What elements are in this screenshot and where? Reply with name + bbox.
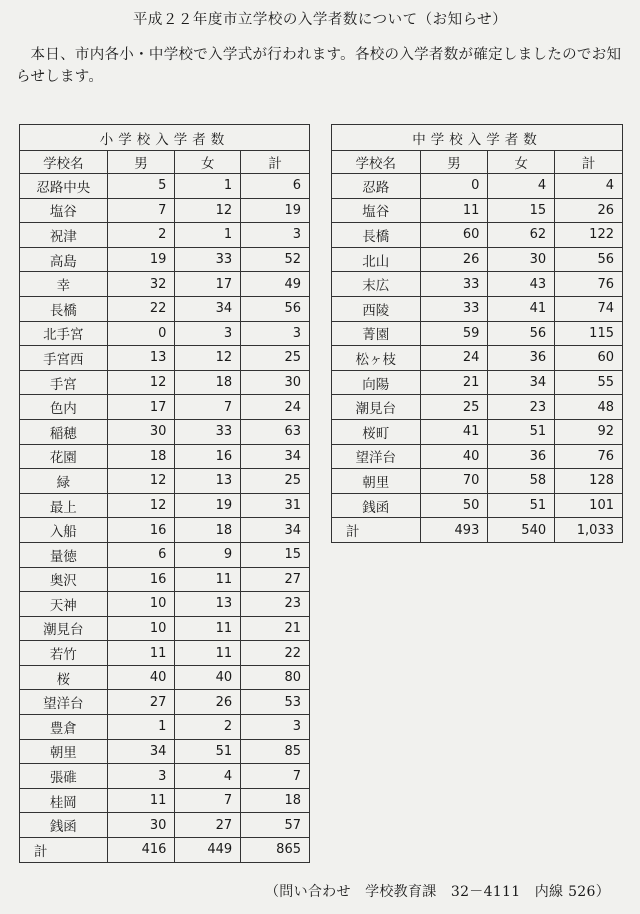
school-name-cell: 計 — [20, 838, 108, 863]
male-count-cell: 25 — [420, 395, 488, 420]
female-count-cell: 30 — [488, 247, 555, 272]
male-count-cell: 12 — [107, 469, 175, 494]
table-row — [20, 272, 310, 297]
table-row — [20, 296, 310, 321]
total-count-cell: 128 — [555, 469, 623, 494]
male-count-cell: 41 — [420, 419, 488, 444]
male-count-cell: 11 — [420, 198, 488, 223]
male-count-cell: 27 — [107, 690, 175, 715]
male-count-cell: 16 — [107, 518, 175, 543]
female-count-cell: 36 — [488, 346, 555, 371]
female-count-cell: 12 — [175, 346, 241, 371]
elementary-header-row — [20, 151, 310, 174]
school-name-cell: 長橋 — [332, 223, 421, 248]
total-count-cell: 76 — [555, 444, 623, 469]
total-count-cell: 52 — [241, 247, 310, 272]
male-count-cell: 60 — [420, 223, 488, 248]
female-count-cell: 11 — [175, 641, 241, 666]
female-count-cell: 51 — [488, 419, 555, 444]
table-row — [20, 641, 310, 666]
total-count-cell: 18 — [241, 788, 310, 813]
school-name-cell: 奥沢 — [20, 567, 108, 592]
female-count-cell: 23 — [488, 395, 555, 420]
middle-table-body — [332, 174, 623, 543]
total-count-cell: 56 — [555, 247, 623, 272]
male-count-cell: 50 — [420, 493, 488, 518]
female-count-cell: 43 — [488, 272, 555, 297]
table-row — [20, 567, 310, 592]
male-count-cell: 5 — [107, 174, 175, 199]
male-count-cell: 33 — [420, 272, 488, 297]
total-count-cell: 34 — [241, 518, 310, 543]
middle-enrollment-table — [331, 124, 623, 543]
table-row — [20, 690, 310, 715]
female-count-cell: 33 — [175, 247, 241, 272]
table-row — [20, 764, 310, 789]
male-count-cell: 6 — [107, 542, 175, 567]
table-row — [20, 542, 310, 567]
table-row — [20, 788, 310, 813]
total-count-cell: 3 — [241, 223, 310, 248]
female-count-cell: 11 — [175, 567, 241, 592]
total-count-cell: 26 — [555, 198, 623, 223]
school-name-cell: 北手宮 — [20, 321, 108, 346]
male-count-cell: 59 — [420, 321, 488, 346]
female-count-cell: 449 — [175, 838, 241, 863]
column-header-total: 計 — [241, 151, 310, 174]
female-count-cell: 2 — [175, 715, 241, 740]
school-name-cell: 色内 — [20, 395, 108, 420]
table-row — [20, 715, 310, 740]
table-row — [332, 395, 623, 420]
total-count-cell: 53 — [241, 690, 310, 715]
school-name-cell: 手宮 — [20, 370, 108, 395]
table-row — [332, 174, 623, 199]
male-count-cell: 12 — [107, 493, 175, 518]
school-name-cell: 塩谷 — [332, 198, 421, 223]
column-header-male: 男 — [420, 151, 488, 174]
female-count-cell: 26 — [175, 690, 241, 715]
table-row — [20, 665, 310, 690]
male-count-cell: 30 — [107, 813, 175, 838]
total-count-cell: 15 — [241, 542, 310, 567]
table-row — [20, 198, 310, 223]
school-name-cell: 祝津 — [20, 223, 108, 248]
school-name-cell: 幸 — [20, 272, 108, 297]
female-count-cell: 7 — [175, 395, 241, 420]
table-row — [20, 444, 310, 469]
total-count-cell: 80 — [241, 665, 310, 690]
total-count-cell: 85 — [241, 739, 310, 764]
column-header-total: 計 — [555, 151, 623, 174]
male-count-cell: 13 — [107, 346, 175, 371]
total-count-cell: 76 — [555, 272, 623, 297]
school-name-cell: 緑 — [20, 469, 108, 494]
table-row — [20, 592, 310, 617]
elementary-table-caption: 小学校入学者数 — [20, 125, 310, 151]
total-count-cell: 27 — [241, 567, 310, 592]
total-count-cell: 92 — [555, 419, 623, 444]
table-row — [20, 739, 310, 764]
school-name-cell: 入船 — [20, 518, 108, 543]
female-count-cell: 7 — [175, 788, 241, 813]
table-row — [20, 518, 310, 543]
total-count-cell: 3 — [241, 715, 310, 740]
school-name-cell: 量徳 — [20, 542, 108, 567]
table-row — [332, 419, 623, 444]
total-count-cell: 7 — [241, 764, 310, 789]
total-count-cell: 60 — [555, 346, 623, 371]
total-count-cell: 115 — [555, 321, 623, 346]
male-count-cell: 21 — [420, 370, 488, 395]
female-count-cell: 1 — [175, 174, 241, 199]
school-name-cell: 塩谷 — [20, 198, 108, 223]
total-count-cell: 4 — [555, 174, 623, 199]
male-count-cell: 493 — [420, 518, 488, 543]
middle-table-caption: 中学校入学者数 — [332, 125, 623, 151]
male-count-cell: 3 — [107, 764, 175, 789]
male-count-cell: 32 — [107, 272, 175, 297]
table-row — [20, 469, 310, 494]
total-row — [20, 838, 310, 863]
female-count-cell: 33 — [175, 419, 241, 444]
total-count-cell: 56 — [241, 296, 310, 321]
total-row — [332, 518, 623, 543]
table-row — [20, 174, 310, 199]
female-count-cell: 12 — [175, 198, 241, 223]
total-count-cell: 49 — [241, 272, 310, 297]
female-count-cell: 36 — [488, 444, 555, 469]
total-count-cell: 21 — [241, 616, 310, 641]
female-count-cell: 11 — [175, 616, 241, 641]
total-count-cell: 19 — [241, 198, 310, 223]
male-count-cell: 10 — [107, 592, 175, 617]
school-name-cell: 朝里 — [332, 469, 421, 494]
male-count-cell: 10 — [107, 616, 175, 641]
school-name-cell: 張碓 — [20, 764, 108, 789]
school-name-cell: 桜 — [20, 665, 108, 690]
female-count-cell: 40 — [175, 665, 241, 690]
male-count-cell: 30 — [107, 419, 175, 444]
total-count-cell: 25 — [241, 346, 310, 371]
school-name-cell: 忍路中央 — [20, 174, 108, 199]
school-name-cell: 向陽 — [332, 370, 421, 395]
school-name-cell: 桂岡 — [20, 788, 108, 813]
male-count-cell: 22 — [107, 296, 175, 321]
total-count-cell: 55 — [555, 370, 623, 395]
female-count-cell: 27 — [175, 813, 241, 838]
school-name-cell: 潮見台 — [332, 395, 421, 420]
table-row — [20, 223, 310, 248]
total-count-cell: 57 — [241, 813, 310, 838]
contact-footer: （問い合わせ 学校教育課 32－4111 内線 526） — [264, 884, 610, 900]
table-row — [332, 469, 623, 494]
male-count-cell: 70 — [420, 469, 488, 494]
female-count-cell: 51 — [488, 493, 555, 518]
school-name-cell: 高島 — [20, 247, 108, 272]
male-count-cell: 19 — [107, 247, 175, 272]
table-row — [20, 493, 310, 518]
school-name-cell: 北山 — [332, 247, 421, 272]
table-row — [20, 813, 310, 838]
female-count-cell: 19 — [175, 493, 241, 518]
female-count-cell: 34 — [488, 370, 555, 395]
school-name-cell: 最上 — [20, 493, 108, 518]
female-count-cell: 34 — [175, 296, 241, 321]
male-count-cell: 17 — [107, 395, 175, 420]
total-count-cell: 865 — [241, 838, 310, 863]
school-name-cell: 銭函 — [332, 493, 421, 518]
male-count-cell: 34 — [107, 739, 175, 764]
female-count-cell: 56 — [488, 321, 555, 346]
male-count-cell: 0 — [107, 321, 175, 346]
school-name-cell: 長橋 — [20, 296, 108, 321]
school-name-cell: 銭函 — [20, 813, 108, 838]
table-row — [20, 247, 310, 272]
total-count-cell: 25 — [241, 469, 310, 494]
school-name-cell: 西陵 — [332, 296, 421, 321]
school-name-cell: 計 — [332, 518, 421, 543]
total-count-cell: 63 — [241, 419, 310, 444]
female-count-cell: 3 — [175, 321, 241, 346]
male-count-cell: 416 — [107, 838, 175, 863]
table-row — [332, 272, 623, 297]
school-name-cell: 松ヶ枝 — [332, 346, 421, 371]
total-count-cell: 31 — [241, 493, 310, 518]
male-count-cell: 12 — [107, 370, 175, 395]
table-row — [332, 223, 623, 248]
female-count-cell: 18 — [175, 518, 241, 543]
male-count-cell: 26 — [420, 247, 488, 272]
male-count-cell: 1 — [107, 715, 175, 740]
elementary-table-body — [20, 174, 310, 863]
page-title: 平成２２年度市立学校の入学者数について（お知らせ） — [132, 12, 508, 28]
school-name-cell: 望洋台 — [332, 444, 421, 469]
total-count-cell: 23 — [241, 592, 310, 617]
female-count-cell: 4 — [488, 174, 555, 199]
middle-header-row — [332, 151, 623, 174]
total-count-cell: 6 — [241, 174, 310, 199]
table-row — [332, 346, 623, 371]
table-row — [332, 493, 623, 518]
female-count-cell: 51 — [175, 739, 241, 764]
female-count-cell: 62 — [488, 223, 555, 248]
total-count-cell: 30 — [241, 370, 310, 395]
total-count-cell: 1,033 — [555, 518, 623, 543]
column-header-school: 学校名 — [20, 151, 108, 174]
table-row — [332, 370, 623, 395]
school-name-cell: 忍路 — [332, 174, 421, 199]
female-count-cell: 4 — [175, 764, 241, 789]
male-count-cell: 16 — [107, 567, 175, 592]
female-count-cell: 9 — [175, 542, 241, 567]
school-name-cell: 桜町 — [332, 419, 421, 444]
male-count-cell: 0 — [420, 174, 488, 199]
school-name-cell: 潮見台 — [20, 616, 108, 641]
male-count-cell: 18 — [107, 444, 175, 469]
total-count-cell: 122 — [555, 223, 623, 248]
male-count-cell: 40 — [107, 665, 175, 690]
male-count-cell: 11 — [107, 788, 175, 813]
male-count-cell: 2 — [107, 223, 175, 248]
male-count-cell: 11 — [107, 641, 175, 666]
female-count-cell: 540 — [488, 518, 555, 543]
female-count-cell: 13 — [175, 592, 241, 617]
female-count-cell: 13 — [175, 469, 241, 494]
male-count-cell: 7 — [107, 198, 175, 223]
column-header-male: 男 — [107, 151, 175, 174]
column-header-female: 女 — [175, 151, 241, 174]
total-count-cell: 22 — [241, 641, 310, 666]
table-row — [20, 346, 310, 371]
female-count-cell: 18 — [175, 370, 241, 395]
female-count-cell: 17 — [175, 272, 241, 297]
table-row — [20, 370, 310, 395]
male-count-cell: 33 — [420, 296, 488, 321]
school-name-cell: 若竹 — [20, 641, 108, 666]
school-name-cell: 天神 — [20, 592, 108, 617]
table-row — [332, 296, 623, 321]
female-count-cell: 58 — [488, 469, 555, 494]
school-name-cell: 末広 — [332, 272, 421, 297]
total-count-cell: 74 — [555, 296, 623, 321]
female-count-cell: 16 — [175, 444, 241, 469]
total-count-cell: 101 — [555, 493, 623, 518]
table-row — [332, 198, 623, 223]
school-name-cell: 望洋台 — [20, 690, 108, 715]
school-name-cell: 花園 — [20, 444, 108, 469]
column-header-female: 女 — [488, 151, 555, 174]
total-count-cell: 24 — [241, 395, 310, 420]
table-row — [332, 321, 623, 346]
table-row — [20, 616, 310, 641]
male-count-cell: 24 — [420, 346, 488, 371]
table-row — [20, 395, 310, 420]
school-name-cell: 豊倉 — [20, 715, 108, 740]
female-count-cell: 15 — [488, 198, 555, 223]
female-count-cell: 1 — [175, 223, 241, 248]
school-name-cell: 菁園 — [332, 321, 421, 346]
female-count-cell: 41 — [488, 296, 555, 321]
total-count-cell: 3 — [241, 321, 310, 346]
table-row — [332, 247, 623, 272]
school-name-cell: 稲穂 — [20, 419, 108, 444]
table-row — [20, 321, 310, 346]
total-count-cell: 48 — [555, 395, 623, 420]
school-name-cell: 手宮西 — [20, 346, 108, 371]
total-count-cell: 34 — [241, 444, 310, 469]
table-row — [20, 419, 310, 444]
intro-paragraph: 本日、市内各小・中学校で入学式が行われます。各校の入学者数が確定しましたのでお知らせします。 — [16, 47, 622, 85]
table-row — [332, 444, 623, 469]
male-count-cell: 40 — [420, 444, 488, 469]
school-name-cell: 朝里 — [20, 739, 108, 764]
column-header-school: 学校名 — [332, 151, 421, 174]
elementary-enrollment-table — [19, 124, 310, 863]
